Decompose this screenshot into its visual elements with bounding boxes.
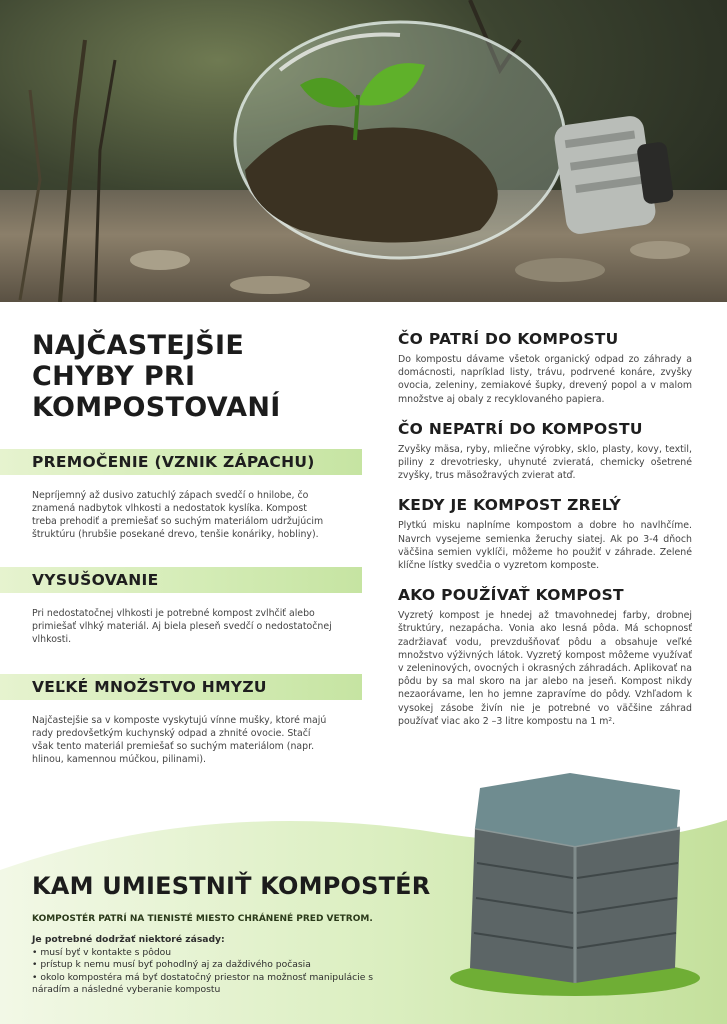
bottom-subtitle: KOMPOSTÉR PATRÍ NA TIENISTÉ MIESTO CHRÁNENÉ PRED VETROM. [32, 914, 373, 924]
section-text: Vyzretý kompost je hnedej až tmavohnedej farby, drobnej štruktúry, nezapácha. Vonia ako lesná pôda. Má schopnosť zadržiavať vodu, prevzdušňovať pôdu a obsahuje veľké množstvo výživných látok. Vyzretý kompost môžeme využívať v zeleninových, ovocných i okrasných záhradách. Aplikovať na pôdu by sa mal skoro na jar alebo na jeseň. Kompost nikdy nezaorávame, len ho jemne zapravíme do pôdy. Vzhľadom k vysokej zásobe živín nie je potrebné vo väčšine záhrad používať viac ako 2 –3 litre kompostu na 1 m². [398, 610, 692, 727]
hero-image [0, 0, 727, 302]
left-column [32, 330, 332, 766]
rules-lead: Je potrebné dodržať niektoré zásady: [32, 934, 225, 945]
section-co-patri [398, 330, 692, 406]
page-title: NAJČASTEJŠIE CHYBY PRI KOMPOSTOVANÍ [32, 330, 281, 423]
composter-image [445, 768, 705, 998]
section-text: Nepríjemný až dusivo zatuchlý zápach svedčí o hnilobe, čo znamená nadbytok vlhkosti a nedostatok kyslíka. Kompost treba prehodiť a premiešať so suchým materiálom udržujúcim štruktúru (hrubšie posekané drevo, tenšie konáriky, hobliny). [32, 490, 324, 540]
section-band [0, 674, 362, 700]
section-heading: VEĽKÉ MNOŽSTVO HMYZU [32, 678, 267, 696]
section-band [0, 449, 362, 475]
section-premocenie [32, 449, 332, 541]
right-column [398, 330, 692, 728]
section-heading: AKO POUŽÍVAŤ KOMPOST [398, 586, 624, 605]
bottom-title: KAM UMIESTNIŤ KOMPOSTÉR [32, 872, 431, 900]
section-text: Do kompostu dávame všetok organický odpad zo záhrady a domácnosti, napríklad listy, trávu, podrvené konáre, zvyšky ovocia, zeleniny, zemiakové šupky, drevený popol a v malom množstve aj obaly z recyklovaného papiera. [398, 354, 692, 405]
section-heading: VYSUŠOVANIE [32, 571, 159, 589]
section-vysusovanie [32, 567, 332, 646]
section-heading: KEDY JE KOMPOST ZRELÝ [398, 496, 622, 515]
section-kedy-zrely [398, 496, 692, 572]
section-hmyz [32, 674, 332, 766]
bottom-rules [32, 934, 412, 997]
section-text: Plytkú misku naplníme kompostom a dobre ho navlhčíme. Navrch vysejeme semienka žeruchy siatej. Ak po 3-4 dňoch väčšina semien vyklíči, môžeme ho použiť v záhrade. Zelené klíčne lístky svedčia o vyzretom komposte. [398, 520, 692, 572]
section-band [0, 567, 362, 593]
section-text: Pri nedostatočnej vlhkosti je potrebné kompost zvlhčiť alebo primiešať vlhký materiál. Aj biela pleseň svedčí o nedostatočnej vlhkosti. [32, 608, 332, 645]
rule-item: • prístup k nemu musí byť pohodlný aj za daždivého počasia [32, 959, 311, 970]
rule-item: • musí byť v kontakte s pôdou [32, 946, 172, 958]
section-text: Zvyšky mäsa, ryby, mliečne výrobky, sklo, plasty, kovy, textil, piliny z drevotriesky, uhynuté zvieratá, chemicky ošetrené zvyšky, trus mäsožravých zvierat atď. [398, 443, 692, 482]
section-ako-pouzivat [398, 586, 692, 728]
section-heading: ČO NEPATRÍ DO KOMPOSTU [398, 419, 643, 438]
section-co-nepatri [398, 420, 692, 483]
rule-item: • okolo kompostéra má byť dostatočný priestor na možnosť manipulácie s náradím a následné vyberanie kompostu [32, 971, 374, 995]
lightbulb-sprout-illustration [0, 0, 727, 302]
section-heading: PREMOČENIE (VZNIK ZÁPACHU) [32, 453, 315, 471]
section-text: Najčastejšie sa v komposte vyskytujú vínne mušky, ktoré majú rady predovšetkým kuchynský odpad a zhnité ovocie. Stačí však tento materiál premiešať so suchým materiálom (napr. hlinou, kamennou múčkou, pilinami). [32, 715, 327, 765]
section-heading: ČO PATRÍ DO KOMPOSTU [398, 330, 619, 348]
